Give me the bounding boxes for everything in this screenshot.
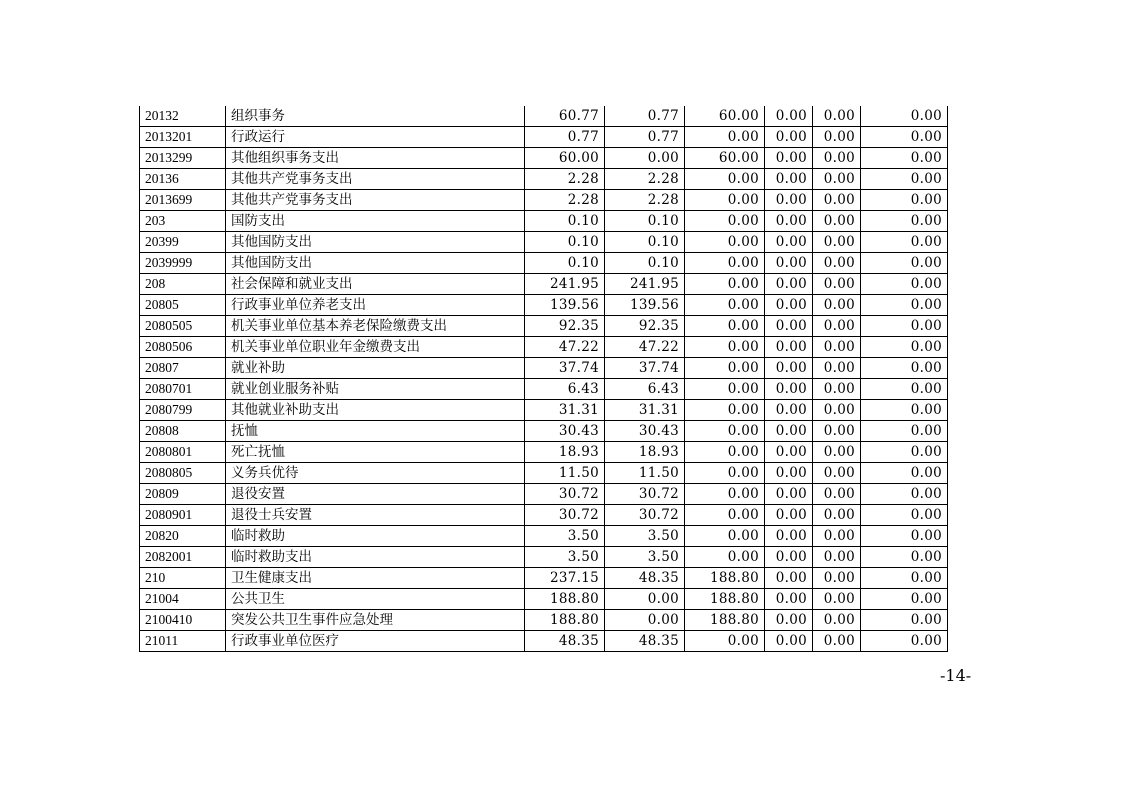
amount-cell: 0.00 [765,211,813,232]
amount-cell: 0.00 [861,442,948,463]
amount-cell: 2.28 [525,169,605,190]
amount-cell: 0.00 [861,211,948,232]
subject-name-cell: 其他国防支出 [226,253,525,274]
amount-cell: 139.56 [525,295,605,316]
page-number: -14- [940,666,972,685]
subject-code-cell: 2013699 [140,190,226,211]
amount-cell: 0.00 [861,463,948,484]
amount-cell: 0.00 [861,232,948,253]
subject-name-cell: 就业补助 [226,358,525,379]
table-row [140,505,948,526]
amount-cell: 0.00 [813,148,861,169]
amount-cell: 0.00 [813,442,861,463]
amount-cell: 0.00 [765,610,813,631]
amount-cell: 0.00 [813,526,861,547]
subject-name-cell: 其他国防支出 [226,232,525,253]
amount-cell: 0.00 [813,316,861,337]
amount-cell: 30.72 [525,505,605,526]
subject-code-cell: 2039999 [140,253,226,274]
subject-code-cell: 2080505 [140,316,226,337]
table-row [140,127,948,148]
amount-cell: 188.80 [525,589,605,610]
amount-cell: 0.00 [685,400,765,421]
amount-cell: 37.74 [605,358,685,379]
amount-cell: 0.00 [685,211,765,232]
amount-cell: 0.00 [813,421,861,442]
amount-cell: 18.93 [525,442,605,463]
amount-cell: 0.00 [765,631,813,652]
amount-cell: 0.00 [685,526,765,547]
amount-cell: 47.22 [525,337,605,358]
subject-code-cell: 21004 [140,589,226,610]
budget-expenditure-table [139,106,948,652]
subject-name-cell: 行政事业单位医疗 [226,631,525,652]
subject-code-cell: 203 [140,211,226,232]
amount-cell: 0.00 [813,169,861,190]
subject-name-cell: 抚恤 [226,421,525,442]
subject-name-cell: 公共卫生 [226,589,525,610]
amount-cell: 60.77 [525,106,605,127]
table-row [140,400,948,421]
amount-cell: 188.80 [525,610,605,631]
subject-name-cell: 突发公共卫生事件应急处理 [226,610,525,631]
subject-code-cell: 2080701 [140,379,226,400]
subject-name-cell: 临时救助 [226,526,525,547]
amount-cell: 18.93 [605,442,685,463]
subject-name-cell: 国防支出 [226,211,525,232]
subject-code-cell: 2100410 [140,610,226,631]
subject-code-cell: 20399 [140,232,226,253]
amount-cell: 0.00 [685,484,765,505]
amount-cell: 0.00 [765,148,813,169]
amount-cell: 0.00 [765,106,813,127]
amount-cell: 48.35 [605,631,685,652]
amount-cell: 0.00 [605,148,685,169]
amount-cell: 0.00 [861,358,948,379]
amount-cell: 0.00 [813,589,861,610]
amount-cell: 0.00 [685,463,765,484]
amount-cell: 60.00 [685,106,765,127]
table-row [140,484,948,505]
amount-cell: 0.00 [813,337,861,358]
amount-cell: 0.00 [861,316,948,337]
amount-cell: 0.00 [685,295,765,316]
amount-cell: 0.77 [605,106,685,127]
subject-code-cell: 208 [140,274,226,295]
amount-cell: 0.00 [765,421,813,442]
amount-cell: 0.00 [861,106,948,127]
amount-cell: 0.00 [861,526,948,547]
amount-cell: 0.00 [765,484,813,505]
amount-cell: 0.00 [813,610,861,631]
subject-name-cell: 行政运行 [226,127,525,148]
table-row [140,253,948,274]
amount-cell: 0.00 [861,190,948,211]
amount-cell: 0.00 [765,463,813,484]
amount-cell: 0.00 [813,379,861,400]
table-row [140,568,948,589]
amount-cell: 0.00 [765,568,813,589]
amount-cell: 3.50 [605,547,685,568]
subject-name-cell: 机关事业单位职业年金缴费支出 [226,337,525,358]
amount-cell: 30.72 [525,484,605,505]
amount-cell: 92.35 [605,316,685,337]
amount-cell: 0.00 [685,337,765,358]
amount-cell: 0.00 [685,631,765,652]
amount-cell: 0.00 [765,169,813,190]
amount-cell: 3.50 [525,526,605,547]
subject-code-cell: 20809 [140,484,226,505]
amount-cell: 0.00 [813,106,861,127]
amount-cell: 3.50 [525,547,605,568]
amount-cell: 0.00 [861,547,948,568]
table-row [140,274,948,295]
amount-cell: 0.10 [525,253,605,274]
amount-cell: 0.00 [685,253,765,274]
subject-code-cell: 2013299 [140,148,226,169]
table-row [140,547,948,568]
subject-code-cell: 21011 [140,631,226,652]
subject-name-cell: 行政事业单位养老支出 [226,295,525,316]
subject-code-cell: 210 [140,568,226,589]
amount-cell: 0.00 [685,274,765,295]
amount-cell: 0.00 [765,127,813,148]
amount-cell: 0.00 [685,316,765,337]
amount-cell: 30.43 [525,421,605,442]
subject-name-cell: 退役士兵安置 [226,505,525,526]
subject-code-cell: 2080901 [140,505,226,526]
amount-cell: 0.00 [813,211,861,232]
amount-cell: 0.00 [765,295,813,316]
table-row [140,463,948,484]
amount-cell: 0.77 [605,127,685,148]
amount-cell: 0.00 [685,547,765,568]
amount-cell: 0.00 [605,610,685,631]
subject-name-cell: 就业创业服务补贴 [226,379,525,400]
subject-name-cell: 卫生健康支出 [226,568,525,589]
table-row [140,631,948,652]
subject-code-cell: 20136 [140,169,226,190]
subject-code-cell: 2080506 [140,337,226,358]
table-row [140,232,948,253]
amount-cell: 241.95 [525,274,605,295]
amount-cell: 0.00 [685,442,765,463]
subject-code-cell: 2080799 [140,400,226,421]
amount-cell: 188.80 [685,589,765,610]
amount-cell: 0.00 [765,400,813,421]
amount-cell: 0.00 [685,169,765,190]
amount-cell: 11.50 [525,463,605,484]
table-row [140,421,948,442]
amount-cell: 0.00 [861,274,948,295]
amount-cell: 0.10 [525,211,605,232]
table-row [140,295,948,316]
amount-cell: 0.00 [685,358,765,379]
amount-cell: 0.00 [813,190,861,211]
amount-cell: 0.00 [861,568,948,589]
table-row [140,610,948,631]
amount-cell: 0.00 [861,400,948,421]
amount-cell: 0.00 [765,505,813,526]
amount-cell: 30.72 [605,505,685,526]
amount-cell: 0.77 [525,127,605,148]
table-row [140,358,948,379]
amount-cell: 48.35 [605,568,685,589]
subject-name-cell: 临时救助支出 [226,547,525,568]
table-row [140,190,948,211]
subject-name-cell: 其他共产党事务支出 [226,190,525,211]
amount-cell: 60.00 [685,148,765,169]
amount-cell: 0.00 [813,274,861,295]
amount-cell: 0.00 [861,379,948,400]
subject-name-cell: 其他就业补助支出 [226,400,525,421]
subject-code-cell: 20805 [140,295,226,316]
amount-cell: 0.00 [765,526,813,547]
amount-cell: 6.43 [605,379,685,400]
subject-name-cell: 死亡抚恤 [226,442,525,463]
amount-cell: 0.00 [765,547,813,568]
amount-cell: 0.00 [765,379,813,400]
table-row [140,526,948,547]
subject-code-cell: 2080805 [140,463,226,484]
amount-cell: 0.00 [861,295,948,316]
subject-code-cell: 2082001 [140,547,226,568]
amount-cell: 0.00 [861,505,948,526]
amount-cell: 0.00 [685,379,765,400]
amount-cell: 241.95 [605,274,685,295]
amount-cell: 0.00 [813,568,861,589]
subject-code-cell: 20808 [140,421,226,442]
amount-cell: 31.31 [525,400,605,421]
amount-cell: 0.00 [765,190,813,211]
amount-cell: 2.28 [605,169,685,190]
subject-code-cell: 20132 [140,106,226,127]
amount-cell: 0.00 [813,463,861,484]
amount-cell: 6.43 [525,379,605,400]
amount-cell: 0.00 [813,253,861,274]
amount-cell: 0.00 [813,505,861,526]
amount-cell: 37.74 [525,358,605,379]
subject-code-cell: 2080801 [140,442,226,463]
amount-cell: 0.00 [765,589,813,610]
amount-cell: 0.00 [685,505,765,526]
amount-cell: 0.00 [861,148,948,169]
amount-cell: 0.10 [605,232,685,253]
amount-cell: 0.00 [605,589,685,610]
subject-name-cell: 其他共产党事务支出 [226,169,525,190]
amount-cell: 0.00 [861,421,948,442]
amount-cell: 0.00 [765,442,813,463]
amount-cell: 0.00 [813,631,861,652]
amount-cell: 48.35 [525,631,605,652]
amount-cell: 0.00 [765,358,813,379]
amount-cell: 92.35 [525,316,605,337]
amount-cell: 188.80 [685,568,765,589]
amount-cell: 0.00 [765,253,813,274]
amount-cell: 0.00 [765,232,813,253]
subject-code-cell: 20807 [140,358,226,379]
amount-cell: 0.00 [685,421,765,442]
amount-cell: 0.00 [685,232,765,253]
amount-cell: 0.00 [765,274,813,295]
amount-cell: 0.00 [861,127,948,148]
amount-cell: 31.31 [605,400,685,421]
amount-cell: 0.00 [861,484,948,505]
table-row [140,148,948,169]
amount-cell: 11.50 [605,463,685,484]
amount-cell: 188.80 [685,610,765,631]
amount-cell: 0.00 [813,484,861,505]
table-row [140,589,948,610]
amount-cell: 0.00 [861,337,948,358]
amount-cell: 3.50 [605,526,685,547]
amount-cell: 0.00 [861,253,948,274]
table-body [140,106,948,652]
amount-cell: 60.00 [525,148,605,169]
amount-cell: 2.28 [605,190,685,211]
amount-cell: 0.00 [813,547,861,568]
subject-code-cell: 2013201 [140,127,226,148]
amount-cell: 30.72 [605,484,685,505]
amount-cell: 0.00 [765,316,813,337]
amount-cell: 0.00 [813,400,861,421]
table-row [140,169,948,190]
amount-cell: 0.00 [813,232,861,253]
table-row [140,379,948,400]
table-row [140,442,948,463]
subject-name-cell: 其他组织事务支出 [226,148,525,169]
table-row [140,337,948,358]
amount-cell: 47.22 [605,337,685,358]
table-row [140,316,948,337]
table-row [140,106,948,127]
amount-cell: 0.00 [861,610,948,631]
subject-name-cell: 社会保障和就业支出 [226,274,525,295]
amount-cell: 139.56 [605,295,685,316]
amount-cell: 0.10 [605,211,685,232]
subject-name-cell: 组织事务 [226,106,525,127]
amount-cell: 0.00 [765,337,813,358]
subject-code-cell: 20820 [140,526,226,547]
amount-cell: 0.10 [525,232,605,253]
amount-cell: 30.43 [605,421,685,442]
amount-cell: 0.00 [813,127,861,148]
amount-cell: 0.00 [861,589,948,610]
amount-cell: 0.00 [813,358,861,379]
amount-cell: 0.00 [685,190,765,211]
amount-cell: 2.28 [525,190,605,211]
subject-name-cell: 义务兵优待 [226,463,525,484]
amount-cell: 0.10 [605,253,685,274]
subject-name-cell: 退役安置 [226,484,525,505]
subject-name-cell: 机关事业单位基本养老保险缴费支出 [226,316,525,337]
amount-cell: 0.00 [861,631,948,652]
amount-cell: 0.00 [685,127,765,148]
amount-cell: 0.00 [861,169,948,190]
table-row [140,211,948,232]
amount-cell: 237.15 [525,568,605,589]
amount-cell: 0.00 [813,295,861,316]
